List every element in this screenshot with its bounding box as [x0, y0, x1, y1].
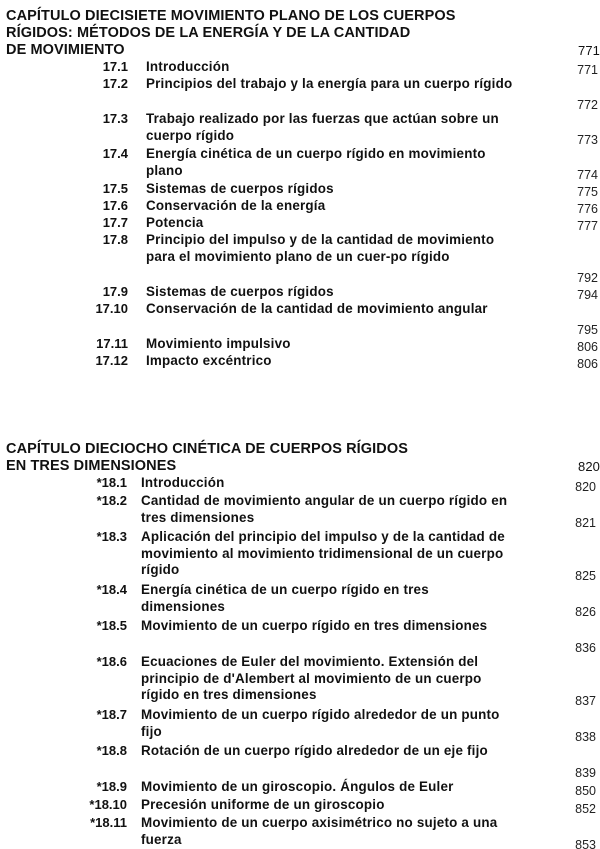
section-page-number: 777: [577, 219, 598, 233]
toc-entry[interactable]: [0, 529, 600, 582]
section-number: 17.5: [102, 181, 128, 196]
toc-entry[interactable]: [0, 301, 600, 336]
section-number: 17.8: [102, 232, 128, 247]
section-title: Ecuaciones de Euler del movimiento. Extensión del principio de d'Alembert al movimiento de un cuerpo rígido en tres dimensiones: [141, 654, 482, 703]
section-page-number: 836: [575, 641, 596, 655]
toc-entry[interactable]: [0, 181, 600, 198]
section-number: *18.9: [96, 779, 127, 794]
section-number: 17.12: [95, 353, 128, 368]
toc-entry[interactable]: [0, 232, 600, 284]
section-page-number: 772: [577, 98, 598, 112]
toc-entry[interactable]: [0, 493, 600, 529]
chapter-heading: [6, 441, 600, 475]
chapter-heading-line: CAPÍTULO DIECISIETE MOVIMIENTO PLANO DE LOS CUERPOS: [6, 8, 456, 24]
section-number: 17.4: [102, 146, 128, 161]
toc-entry[interactable]: [0, 284, 600, 301]
toc-entry[interactable]: [0, 215, 600, 232]
chapter-17: [0, 8, 600, 370]
section-page-number: 820: [575, 480, 596, 494]
section-title: Introducción: [146, 59, 230, 74]
chapter-page-number: 820: [578, 459, 600, 474]
section-number: *18.8: [96, 743, 127, 758]
section-list: [0, 59, 600, 370]
section-number: 17.3: [102, 111, 128, 126]
section-page-number: 776: [577, 202, 598, 216]
section-page-number: 773: [577, 133, 598, 147]
section-page-number: 794: [577, 288, 598, 302]
section-number: *18.2: [96, 493, 127, 508]
section-page-number: 850: [575, 784, 596, 798]
toc-entry[interactable]: [0, 582, 600, 618]
toc-entry[interactable]: [0, 475, 600, 493]
section-number: 17.11: [96, 336, 128, 351]
section-page-number: 825: [575, 569, 596, 583]
section-title: Movimiento impulsivo: [146, 336, 291, 351]
section-number: 17.10: [95, 301, 128, 316]
section-title: Energía cinética de un cuerpo rígido en tres dimensiones: [141, 582, 429, 614]
section-page-number: 775: [577, 185, 598, 199]
section-title: Movimiento de un cuerpo axisimétrico no sujeto a una fuerza: [141, 815, 498, 847]
toc-entry[interactable]: [0, 111, 600, 146]
section-page-number: 806: [577, 357, 598, 371]
toc-entry[interactable]: [0, 797, 600, 815]
chapter-heading-line: RÍGIDOS: MÉTODOS DE LA ENERGÍA Y DE LA CANTIDAD: [6, 25, 411, 41]
section-title: Trabajo realizado por las fuerzas que actúan sobre un cuerpo rígido: [146, 111, 499, 143]
section-title: Movimiento de un cuerpo rígido alrededor de un punto fijo: [141, 707, 500, 739]
section-number: 17.7: [102, 215, 128, 230]
section-page-number: 838: [575, 730, 596, 744]
section-number: *18.11: [90, 815, 127, 830]
section-title: Introducción: [141, 475, 225, 490]
section-page-number: 792: [577, 271, 598, 285]
toc-entry[interactable]: [0, 353, 600, 370]
section-number: 17.1: [102, 59, 128, 74]
section-title: Precesión uniforme de un giroscopio: [141, 797, 385, 812]
section-page-number: 837: [575, 694, 596, 708]
section-title: Sistemas de cuerpos rígidos: [146, 284, 334, 299]
section-number: *18.6: [96, 654, 127, 669]
toc-entry[interactable]: [0, 336, 600, 353]
section-title: Cantidad de movimiento angular de un cuerpo rígido en tres dimensiones: [141, 493, 508, 525]
toc-entry[interactable]: [0, 146, 600, 181]
toc-entry[interactable]: [0, 76, 600, 111]
section-number: *18.4: [96, 582, 127, 597]
section-title: Principio del impulso y de la cantidad de movimiento para el movimiento plano de un cuer-po rígido: [146, 232, 495, 264]
chapter-heading-line: DE MOVIMIENTO: [6, 42, 125, 58]
toc-entry[interactable]: [0, 654, 600, 707]
section-title: Movimiento de un cuerpo rígido en tres dimensiones: [141, 618, 488, 633]
section-list: [0, 475, 600, 849]
section-title: Principios del trabajo y la energía para un cuerpo rígido: [146, 76, 513, 91]
section-number: 17.9: [102, 284, 128, 299]
chapter-18: [0, 441, 600, 849]
toc-entry[interactable]: [0, 59, 600, 76]
section-page-number: 806: [577, 340, 598, 354]
section-number: *18.10: [89, 797, 127, 812]
chapter-heading-line: CAPÍTULO DIECIOCHO CINÉTICA DE CUERPOS RÍGIDOS: [6, 441, 409, 457]
section-title: Conservación de la energía: [146, 198, 326, 213]
section-number: 17.6: [102, 198, 128, 213]
section-page-number: 853: [575, 838, 596, 849]
toc-entry[interactable]: [0, 779, 600, 797]
section-page-number: 771: [577, 63, 598, 77]
chapter-heading: [6, 8, 600, 59]
toc-entry[interactable]: [0, 618, 600, 654]
toc-entry[interactable]: [0, 707, 600, 743]
section-page-number: 821: [575, 516, 596, 530]
chapter-page-number: 771: [578, 43, 600, 58]
section-page-number: 839: [575, 766, 596, 780]
toc-entry[interactable]: [0, 198, 600, 215]
section-title: Rotación de un cuerpo rígido alrededor de un eje fijo: [141, 743, 488, 758]
section-page-number: 795: [577, 323, 598, 337]
toc-entry[interactable]: [0, 815, 600, 849]
section-number: *18.7: [96, 707, 127, 722]
section-title: Impacto excéntrico: [146, 353, 272, 368]
section-page-number: 852: [575, 802, 596, 816]
section-title: Sistemas de cuerpos rígidos: [146, 181, 334, 196]
section-page-number: 826: [575, 605, 596, 619]
section-number: *18.5: [96, 618, 127, 633]
section-title: Movimiento de un giroscopio. Ángulos de Euler: [141, 779, 454, 794]
section-number: 17.2: [102, 76, 128, 91]
section-title: Energía cinética de un cuerpo rígido en movimiento plano: [146, 146, 486, 178]
section-number: *18.3: [96, 529, 127, 544]
section-title: Aplicación del principio del impulso y de la cantidad de movimiento al movimiento tridimensional de un cuerpo rígido: [141, 529, 505, 578]
chapter-heading-line: EN TRES DIMENSIONES: [6, 458, 177, 474]
section-title: Conservación de la cantidad de movimiento angular: [146, 301, 488, 316]
toc-entry[interactable]: [0, 743, 600, 779]
section-title: Potencia: [146, 215, 204, 230]
section-page-number: 774: [577, 168, 598, 182]
section-number: *18.1: [96, 475, 127, 490]
